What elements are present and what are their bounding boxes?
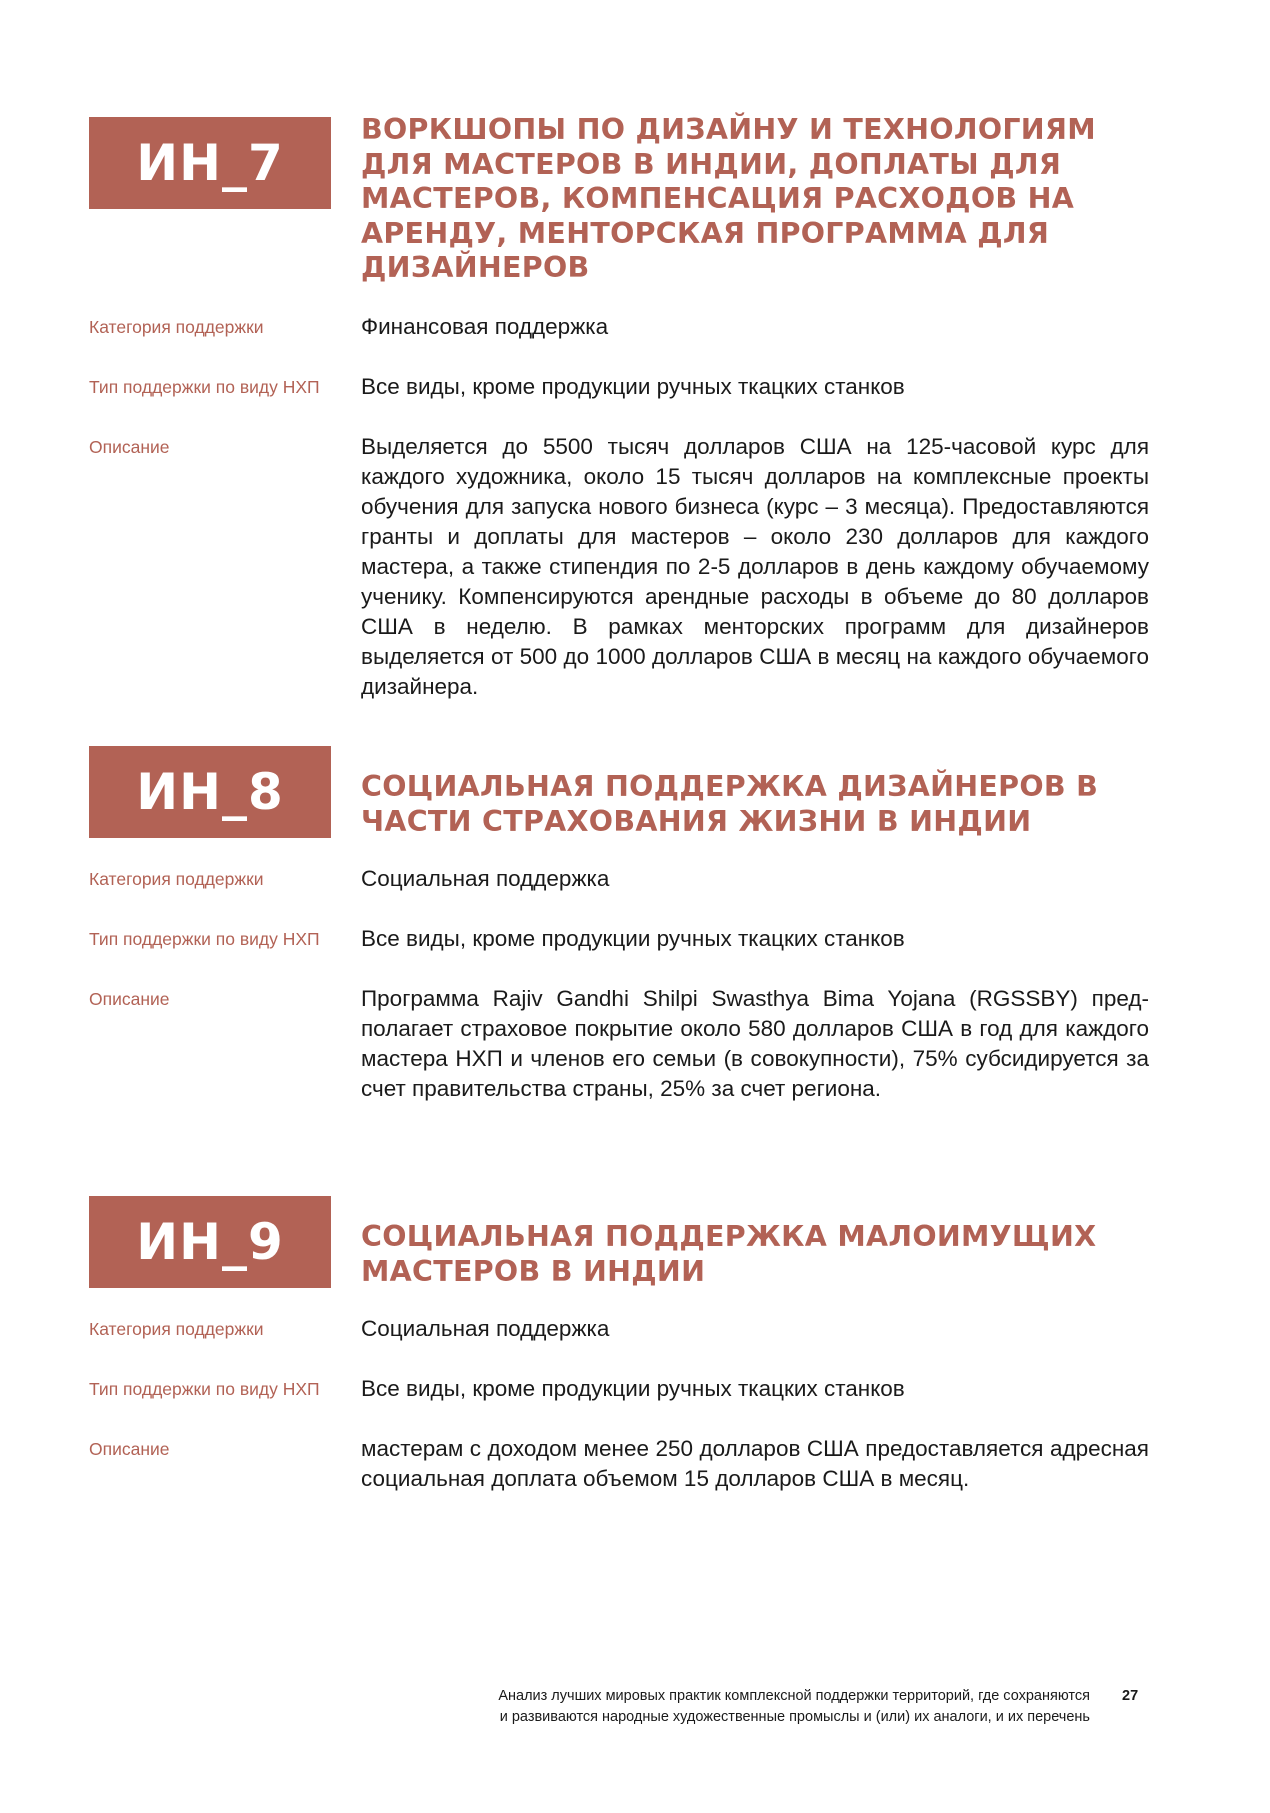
category-label: Категория поддержки xyxy=(89,869,264,889)
description-label: Описание xyxy=(89,989,170,1009)
page-number: 27 xyxy=(1122,1688,1139,1704)
type-label: Тип поддержки по виду НХП xyxy=(89,1379,320,1399)
section-code-badge: ИН_9 xyxy=(89,1196,331,1288)
description-value: Выделяется до 5500 тысяч долларов США на 125-часовой курс для каждого художника, около 15 тысяч долларов на комплексные проекты обучения для запуска нового бизнеса (курс – 3 месяца). Предоставляются гранты и доплаты для мастеров – около 230 долларов для каждого мастера, а также стипендия по 2-5 долларов в день каждому обучаемому ученику. Компенсируются арендные расходы в объеме до 80 долларов США в неделю. В рамках менторских программ для дизайнеров выделяется от 500 до 1000 долларов США в месяц на каждого обучаемого дизайнера. xyxy=(361,433,1149,699)
type-row xyxy=(89,924,1149,954)
type-label: Тип поддержки по виду НХП xyxy=(89,376,320,397)
section-header xyxy=(89,1196,1149,1289)
description-label: Описание xyxy=(89,436,170,457)
section-title: СОЦИАЛЬНАЯ ПОДДЕРЖКА МАЛОИМУЩИХ МАСТЕРОВ В ИНДИИ xyxy=(361,1220,1097,1288)
section-header xyxy=(89,746,1149,839)
category-label: Категория поддержки xyxy=(89,1319,264,1339)
section-in-7 xyxy=(89,113,1149,702)
type-row xyxy=(89,372,1149,402)
category-value: Социальная поддержка xyxy=(361,866,610,891)
category-label: Категория поддержки xyxy=(89,316,264,337)
description-row xyxy=(89,984,1149,1104)
section-title: ВОРКШОПЫ ПО ДИЗАЙНУ И ТЕХНОЛОГИЯМ ДЛЯ МАСТЕРОВ В ИНДИИ, ДОПЛАТЫ ДЛЯ МАСТЕРОВ, КОМПЕНСАЦИЯ РАСХОДОВ НА АРЕНДУ, МЕНТОРСКАЯ ПРОГРАММА ДЛЯ ДИЗАЙНЕРОВ xyxy=(361,113,1096,284)
footer-line-1: Анализ лучших мировых практик комплексной поддержки территорий, где сохраняются xyxy=(498,1688,1090,1704)
section-title: СОЦИАЛЬНАЯ ПОДДЕРЖКА ДИЗАЙНЕРОВ В ЧАСТИ СТРАХОВАНИЯ ЖИЗНИ В ИНДИИ xyxy=(361,770,1099,838)
category-value: Социальная поддержка xyxy=(361,1316,610,1341)
category-value: Финансовая поддержка xyxy=(361,313,609,339)
page-footer xyxy=(380,1686,1090,1728)
section-in-8 xyxy=(89,746,1149,1104)
type-value: Все виды, кроме продукции ручных ткацких станков xyxy=(361,926,905,951)
category-row xyxy=(89,312,1149,342)
footer-line-2: и развиваются народные художественные промыслы и (или) их аналоги, и их перечень xyxy=(499,1709,1090,1725)
type-label: Тип поддержки по виду НХП xyxy=(89,929,320,949)
description-label: Описание xyxy=(89,1439,170,1459)
category-row xyxy=(89,864,1149,894)
section-in-9 xyxy=(89,1196,1149,1494)
description-row xyxy=(89,432,1149,702)
description-value: мастерам с доходом менее 250 долларов США предоставляется адресная социальная доплата объемом 15 долларов США в месяц. xyxy=(361,1436,1149,1491)
description-row xyxy=(89,1434,1149,1494)
section-code-badge: ИН_8 xyxy=(89,746,331,838)
type-value: Все виды, кроме продукции ручных ткацких станков xyxy=(361,373,905,399)
type-row xyxy=(89,1374,1149,1404)
type-value: Все виды, кроме продукции ручных ткацких станков xyxy=(361,1376,905,1401)
section-header xyxy=(89,113,1149,286)
category-row xyxy=(89,1314,1149,1344)
description-value: Программа Rajiv Gandhi Shilpi Swasthya Bima Yojana (RGSSBY) предполагает страховое покрытие около 580 долларов США в год для каждого мастера НХП и членов его семьи (в совокупности), 75% субсидируется за счет правительства страны, 25% за счет региона. xyxy=(361,986,1149,1101)
section-code-badge: ИН_7 xyxy=(89,117,331,209)
